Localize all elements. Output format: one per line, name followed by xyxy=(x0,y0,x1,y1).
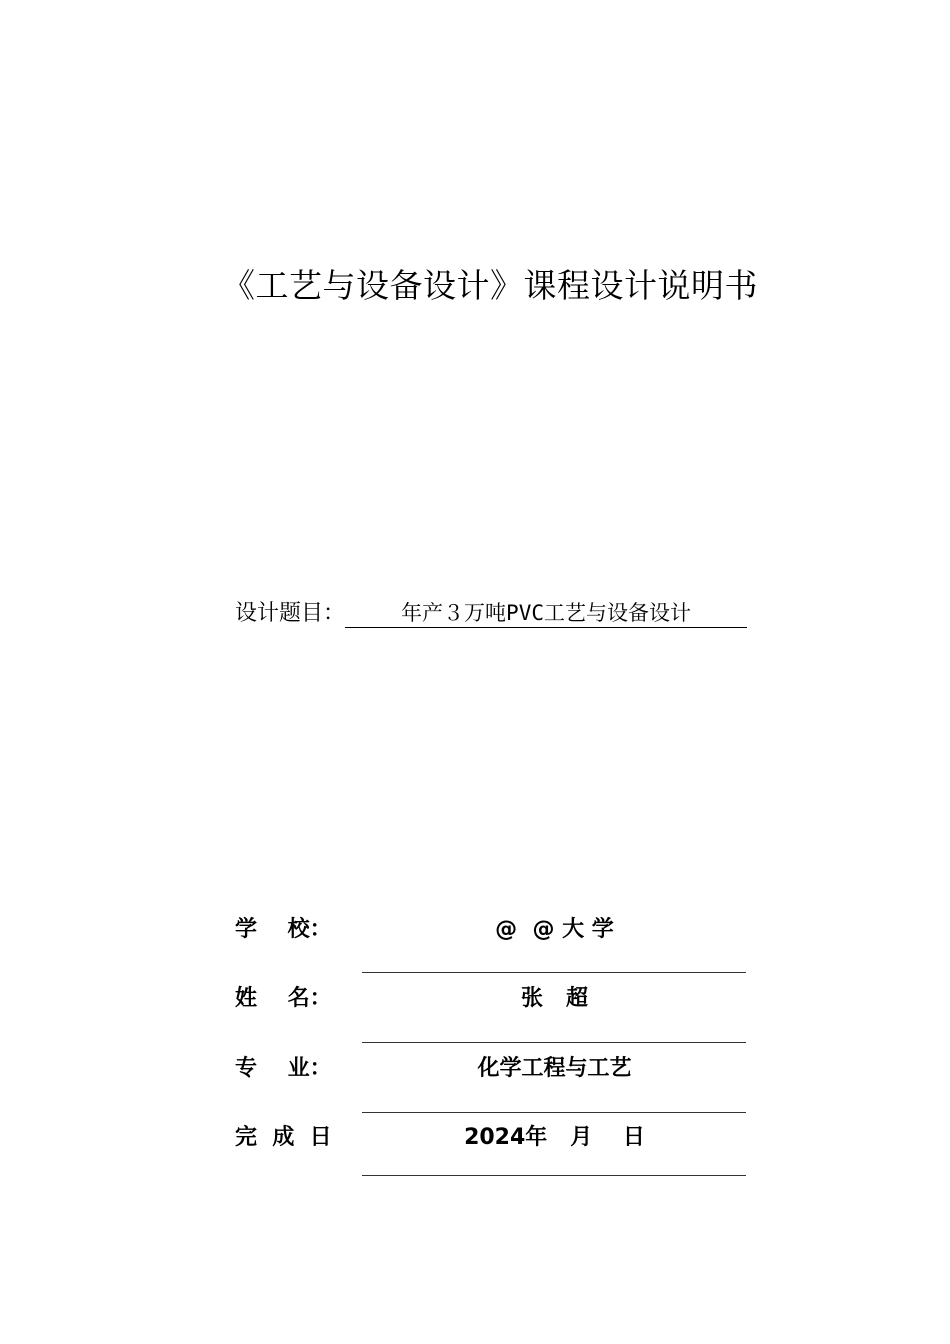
design-topic-row xyxy=(235,596,747,628)
info-row-major xyxy=(235,1053,755,1089)
completion-date-underline xyxy=(362,1175,746,1176)
info-row-completion-date xyxy=(235,1122,755,1158)
design-topic-value: 年产３万吨PVC工艺与设备设计 xyxy=(345,599,747,628)
name-label: 姓 名： xyxy=(235,986,332,1011)
info-row-name xyxy=(235,983,755,1019)
major-value: 化学工程与工艺 xyxy=(477,1056,632,1081)
school-label: 学 校： xyxy=(235,917,332,942)
page-title: 《工艺与设备设计》课程设计说明书 xyxy=(222,266,758,305)
school-underline xyxy=(362,972,746,973)
name-value: 张 超 xyxy=(521,986,588,1011)
design-topic-label: 设计题目： xyxy=(235,601,346,626)
school-value: @ @ 大 学 xyxy=(495,917,614,942)
name-underline xyxy=(362,1042,746,1043)
completion-date-value: 2024年 月 日 xyxy=(464,1125,645,1150)
info-row-school xyxy=(235,914,755,950)
major-label: 专 业： xyxy=(235,1056,332,1081)
major-underline xyxy=(362,1112,746,1113)
completion-date-label: 完 成 日 xyxy=(235,1125,332,1150)
